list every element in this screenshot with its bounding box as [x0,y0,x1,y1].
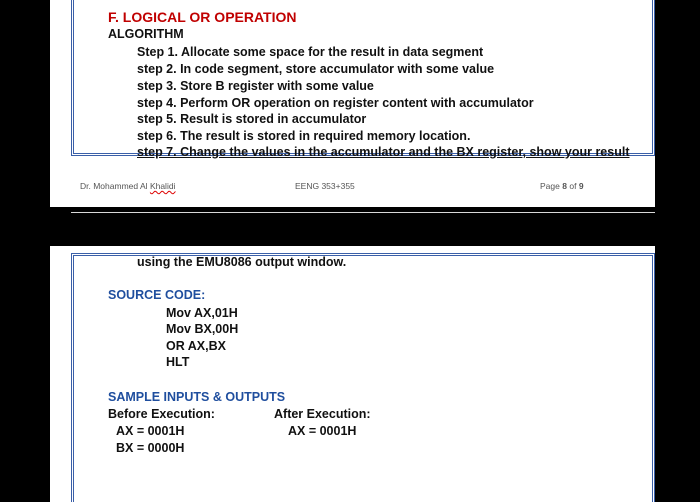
step-2: step 2. In code segment, store accumulator with some value [137,62,495,76]
code-line-4: HLT [166,355,190,369]
step-1: Step 1. Allocate some space for the result in data segment [137,45,484,59]
after-heading: After Execution: [274,407,371,421]
section-title: F. LOGICAL OR OPERATION [108,9,297,25]
page-label: Page [540,181,560,191]
page-total: 9 [578,181,584,191]
author-prefix: Dr. Mohammed Al [80,181,148,191]
page-current: 8 [562,181,567,191]
step-5: step 5. Result is stored in accumulator [137,112,367,126]
document-page-top [50,0,655,207]
code-line-2: Mov BX,00H [166,322,239,336]
code-line-3: OR AX,BX [166,339,226,353]
before-line-1: AX = 0001H [116,424,185,438]
after-line-1: AX = 0001H [288,424,357,438]
step-3: step 3. Store B register with some value [137,79,374,93]
continuation-text: using the EMU8086 output window. [137,255,347,269]
step-4: step 4. Perform OR operation on register content with accumulator [137,96,534,110]
page-sep: of [569,181,577,191]
author-name: Khalidi [149,181,176,191]
sample-heading: SAMPLE INPUTS & OUTPUTS [108,390,286,404]
before-heading: Before Execution: [108,407,215,421]
footer-author [80,181,175,191]
document-page-bottom [50,246,655,502]
footer-course: EENG 353+355 [295,181,355,191]
footer-page-number [540,181,584,191]
before-line-2: BX = 0000H [116,441,185,455]
source-code-heading: SOURCE CODE: [108,288,206,302]
algorithm-heading: ALGORITHM [108,27,184,41]
footer-divider [71,212,655,213]
step-7: step 7. Change the values in the accumulator and the BX register, show your result [137,145,630,159]
code-line-1: Mov AX,01H [166,306,238,320]
step-6: step 6. The result is stored in required memory location. [137,129,471,143]
